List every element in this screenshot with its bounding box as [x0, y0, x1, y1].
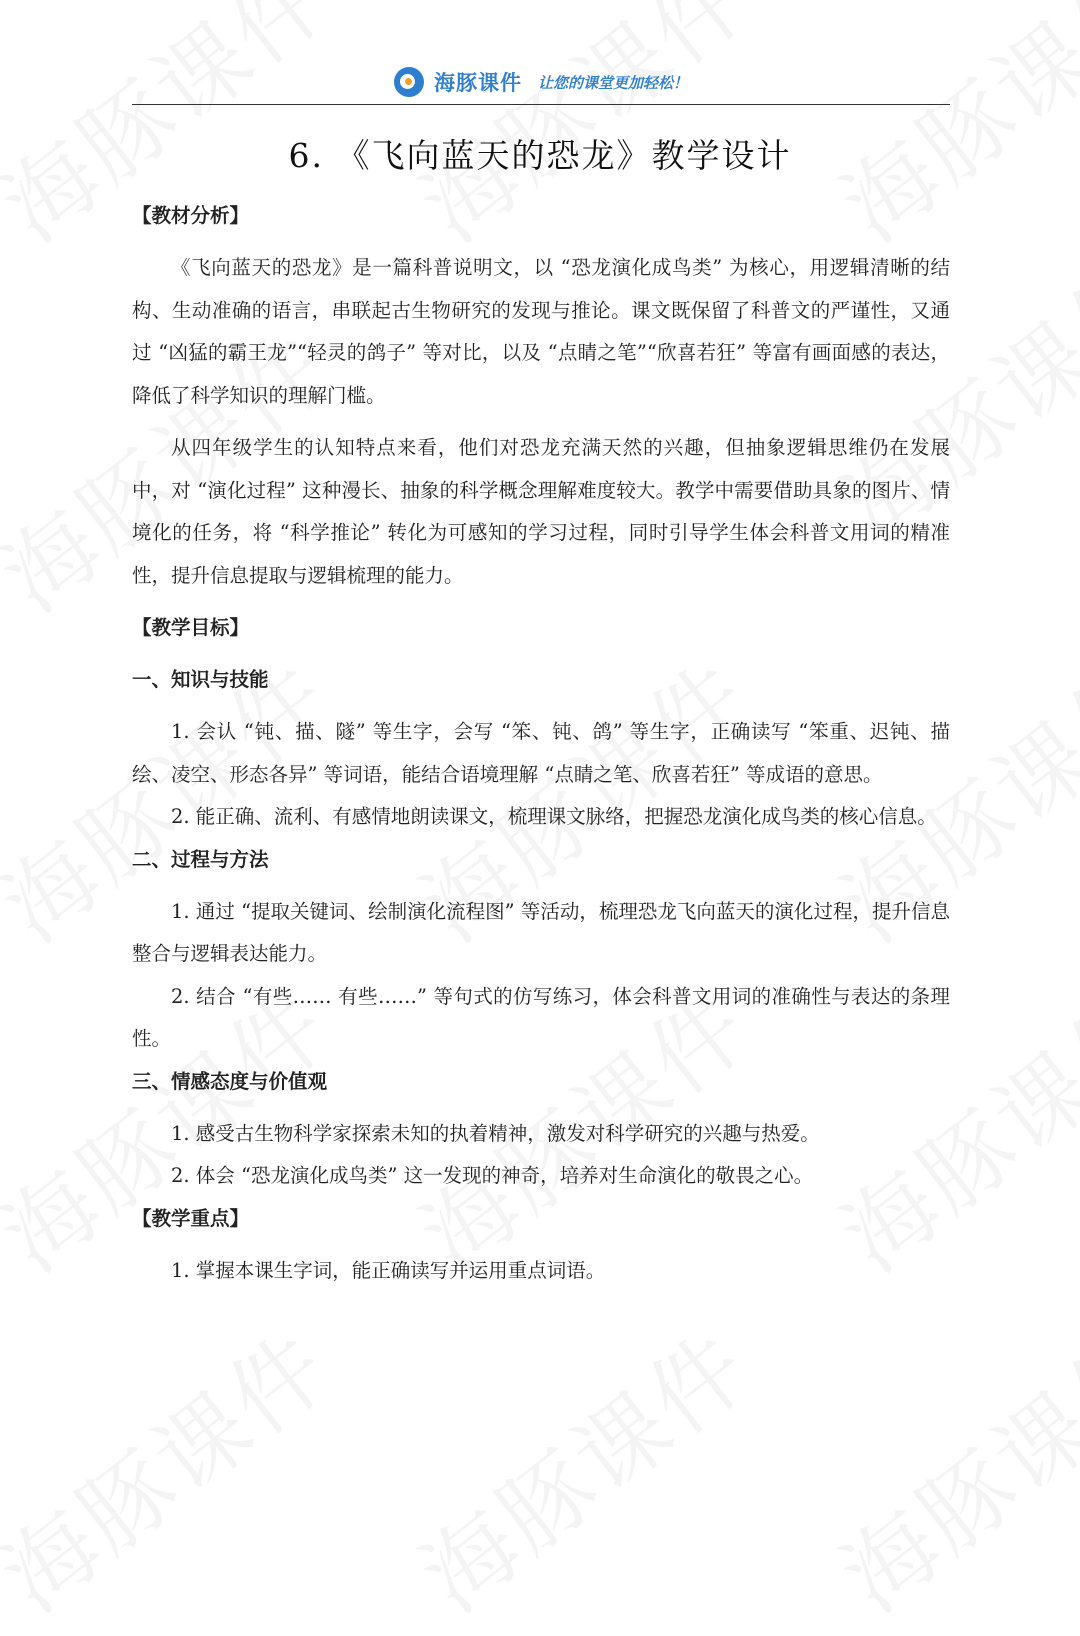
- paragraph: 《飞向蓝天的恐龙》是一篇科普说明文，以 “恐龙演化成鸟类” 为核心，用逻辑清晰的结构、生动准确的语言，串联起古生物研究的发现与推论。课文既保留了科普文的严谨性，又通过 “凶猛的霸王龙”“轻灵的鸽子” 等对比，以及 “点睛之笔”“欣喜若狂” 等富有画面感的表达，降低了科学知识的理解门槛。: [132, 256, 950, 407]
- watermark: [390, 1296, 774, 1636]
- subheading-knowledge: 一、知识与技能: [132, 668, 269, 691]
- list-item: 1. 感受古生物科学家探索未知的执着精神，激发对科学研究的兴趣与热爱。: [171, 1121, 820, 1145]
- section-heading-key-points: 【教学重点】: [132, 1206, 250, 1230]
- page-header: [132, 60, 950, 105]
- list-item: 1. 通过 “提取关键词、绘制演化流程图” 等活动，梳理恐龙飞向蓝天的演化过程，提升信息整合与逻辑表达能力。: [132, 899, 950, 965]
- list-item: 2. 结合 “有些…… 有些……” 等句式的仿写练习，体会科普文用词的准确性与表达的条理性。: [132, 984, 950, 1050]
- watermark: [0, 1296, 354, 1636]
- list-item: 2. 能正确、流利、有感情地朗读课文，梳理课文脉络，把握恐龙演化成鸟类的核心信息。: [171, 805, 937, 828]
- list-item: 1. 会认 “钝、描、隧” 等生字，会写 “笨、钝、鸽” 等生字，正确读写 “笨重、迟钝、描绘、凌空、形态各异” 等词语，能结合语境理解 “点睛之笔、欣喜若狂” 等成语的意思。: [132, 720, 950, 786]
- list-item: 1. 掌握本课生字词，能正确读写并运用重点词语。: [171, 1258, 606, 1282]
- document-title: 6. 《飞向蓝天的恐龙》教学设计: [288, 136, 792, 175]
- dolphin-logo-icon: [394, 67, 424, 97]
- subheading-process: 二、过程与方法: [132, 847, 269, 871]
- subheading-emotion: 三、情感态度与价值观: [132, 1069, 328, 1093]
- paragraph: 从四年级学生的认知特点来看，他们对恐龙充满天然的兴趣，但抽象逻辑思维仍在发展中，对 “演化过程” 这种漫长、抽象的科学概念理解难度较大。教学中需要借助具象的图片、情境化的任务，将 “科学推论” 转化为可感知的学习过程，同时引导学生体会科普文用词的精准性，提升信息提取与逻辑梳理的能力。: [132, 436, 950, 587]
- watermark: [810, 1296, 1080, 1636]
- brand-name: 海豚课件: [433, 71, 522, 95]
- brand-slogan: 让您的课堂更加轻松！: [537, 73, 688, 92]
- section-heading-goals: 【教学目标】: [132, 616, 250, 639]
- list-item: 2. 体会 “恐龙演化成鸟类” 这一发现的神奇，培养对生命演化的敬畏之心。: [171, 1164, 814, 1187]
- section-heading-analysis: 【教材分析】: [132, 204, 250, 227]
- document-body: [132, 195, 950, 1292]
